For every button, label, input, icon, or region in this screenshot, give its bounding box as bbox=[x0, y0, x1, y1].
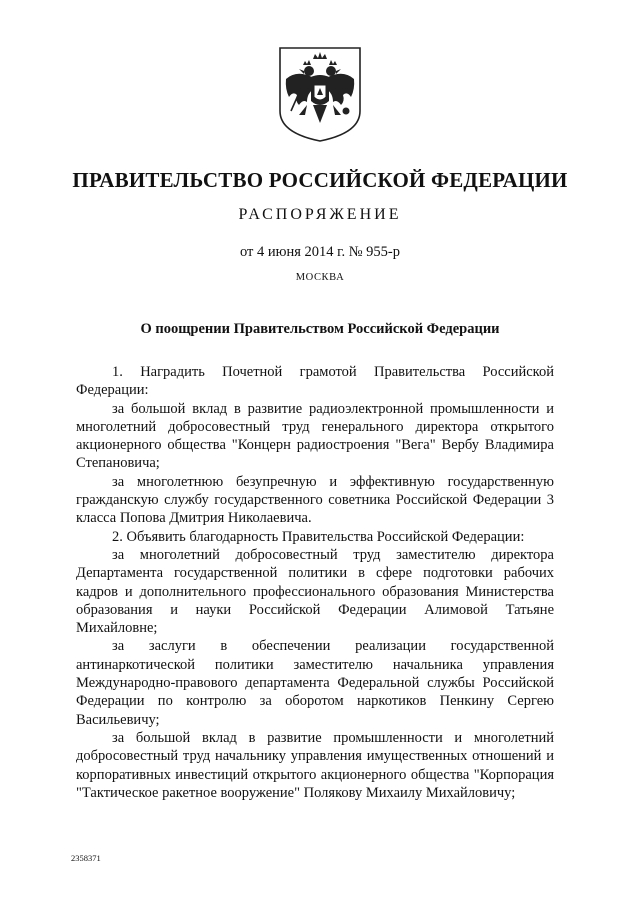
government-title: ПРАВИТЕЛЬСТВО РОССИЙСКОЙ ФЕДЕРАЦИИ bbox=[72, 168, 568, 192]
paragraph-gratitude-heading: 2. Объявить благодарность Правительства Российской Федерации: bbox=[112, 528, 525, 545]
coat-of-arms-icon bbox=[277, 45, 363, 143]
document-subject: О поощрении Правительством Российской Федерации bbox=[140, 321, 500, 337]
document-date-number: от 4 июня 2014 г. № 955-р bbox=[239, 244, 401, 260]
document-type: РАСПОРЯЖЕНИЕ bbox=[238, 206, 402, 223]
paragraph-award-verba: за большой вклад в развитие радиоэлектронной промышленности и многолетний добросовестный труд генерального директора открытого акционерного общества "Концерн радиостроения "Вега" Вербу Владимира Степановича; bbox=[76, 400, 554, 472]
paragraph-gratitude-penkin: за заслуги в обеспечении реализации государственной антинаркотической политики заместителю начальника управления Международно-правового департамента Федеральной службы Российской Федерации по контролю за оборотом наркотиков Пенкину Сергею Васильевичу; bbox=[76, 638, 554, 728]
document-city: МОСКВА bbox=[295, 272, 345, 283]
paragraph-gratitude-polyakov: за большой вклад в развитие промышленности и многолетний добросовестный труд начальнику управления имущественных отношений и корпоративных инвестиций открытого акционерного общества "Корпорация "Тактическое ракетное вооружение" Полякову Михаилу Михайловичу; bbox=[76, 729, 554, 801]
document-body bbox=[76, 363, 554, 802]
document-code: 2358371 bbox=[71, 853, 101, 863]
paragraph-award-popov: за многолетнюю безупречную и эффективную государственную гражданскую службу государственного советника Российской Федерации 3 класса Попова Дмитрия Николаевича. bbox=[76, 473, 554, 527]
paragraph-gratitude-alimova: за многолетний добросовестный труд заместителю директора Департамента государственной политики в сфере подготовки рабочих кадров и дополнительного профессионального образования Министерства образования и науки Российской Федерации Алимовой Татьяне Михайловне; bbox=[76, 546, 554, 637]
paragraph-award-heading: 1. Наградить Почетной грамотой Правительства Российской Федерации: bbox=[76, 364, 554, 399]
